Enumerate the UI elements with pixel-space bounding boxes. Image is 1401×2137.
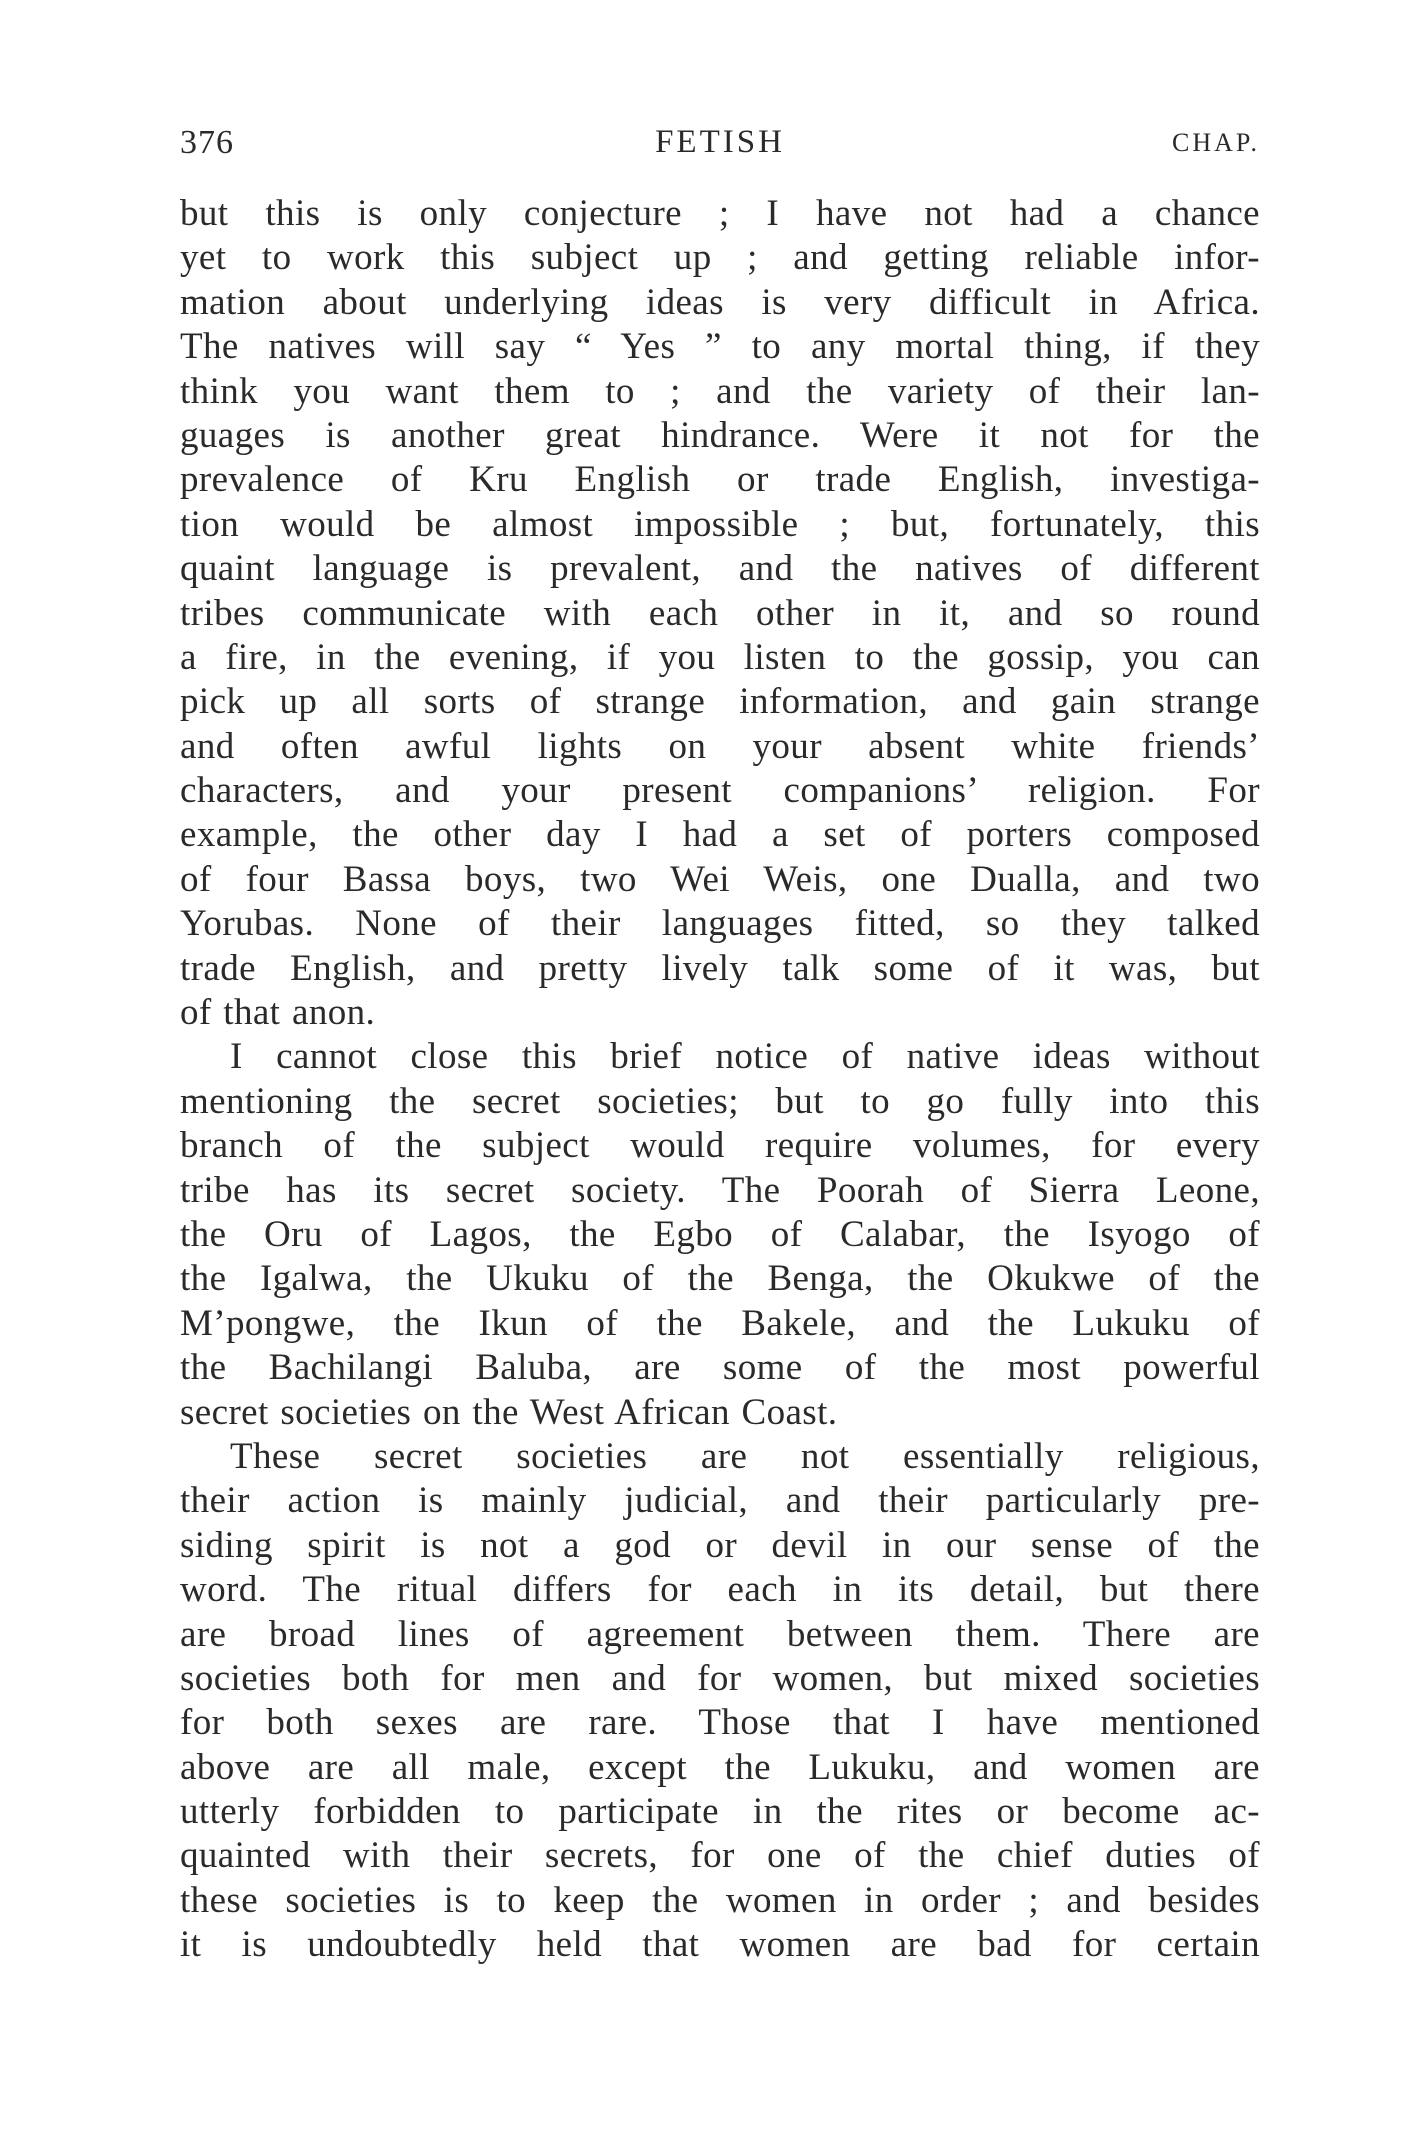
text-line: the Oru of Lagos, the Egbo of Calabar, the Isyogo of <box>180 1213 1260 1255</box>
text-line: guages is another great hindrance. Were it not for the <box>180 414 1260 456</box>
text-line: siding spirit is not a god or devil in our sense of the <box>180 1524 1260 1566</box>
text-line: but this is only conjecture ; I have not had a chance <box>180 193 1260 234</box>
text-line: quainted with their secrets, for one of the chief duties of <box>180 1835 1260 1877</box>
text-line: the Igalwa, the Ukuku of the Benga, the Okukwe of the <box>180 1258 1260 1300</box>
paragraph-start-line: These secret societies are not essentially religious, <box>230 1435 1260 1477</box>
text-line: trade English, and pretty lively talk some of it was, but <box>180 947 1260 989</box>
text-line: utterly forbidden to participate in the rites or become ac- <box>180 1791 1260 1833</box>
text-line: mentioning the secret societies; but to go fully into this <box>180 1080 1260 1122</box>
body-text <box>180 192 1260 1968</box>
text-line: word. The ritual differs for each in its detail, but there <box>180 1569 1260 1611</box>
text-line: the Bachilangi Baluba, are some of the most powerful <box>180 1347 1260 1389</box>
page-header <box>180 124 1260 174</box>
text-line: branch of the subject would require volumes, for every <box>180 1125 1260 1167</box>
text-line: these societies is to keep the women in order ; and besides <box>180 1879 1260 1921</box>
text-line: it is undoubtedly held that women are bad for certain <box>180 1924 1260 1966</box>
text-line: tribe has its secret society. The Poorah of Sierra Leone, <box>180 1169 1260 1211</box>
text-line: think you want them to ; and the variety of their lan- <box>180 370 1260 412</box>
text-line: societies both for men and for women, but mixed societies <box>180 1657 1260 1699</box>
text-line: Yorubas. None of their languages fitted, so they talked <box>180 903 1260 945</box>
text-line: for both sexes are rare. Those that I have mentioned <box>180 1702 1260 1744</box>
paragraph-start-line: I cannot close this brief notice of native ideas without <box>230 1036 1260 1078</box>
text-line: characters, and your present companions’ religion. For <box>180 770 1260 812</box>
text-line: above are all male, except the Lukuku, and women are <box>180 1746 1260 1788</box>
text-line: pick up all sorts of strange information, and gain strange <box>180 681 1260 723</box>
text-line: yet to work this subject up ; and getting reliable infor- <box>180 237 1260 279</box>
paragraph-end-line: of that anon. <box>180 992 376 1034</box>
text-line: prevalence of Kru English or trade English, investiga- <box>180 459 1260 501</box>
text-line: quaint language is prevalent, and the natives of different <box>180 548 1260 590</box>
paragraph-end-line: secret societies on the West African Coast. <box>180 1391 838 1433</box>
text-line: and often awful lights on your absent white friends’ <box>180 725 1260 767</box>
text-line: their action is mainly judicial, and their particularly pre- <box>180 1480 1260 1522</box>
chapter-marker: CHAP. <box>1172 128 1260 157</box>
running-title: FETISH <box>655 124 785 160</box>
text-line: a fire, in the evening, if you listen to the gossip, you can <box>180 636 1260 678</box>
text-line: example, the other day I had a set of porters composed <box>180 814 1260 856</box>
text-line: M’pongwe, the Ikun of the Bakele, and the Lukuku of <box>180 1302 1260 1344</box>
text-line: of four Bassa boys, two Wei Weis, one Dualla, and two <box>180 858 1260 900</box>
text-line: The natives will say “ Yes ” to any mortal thing, if they <box>180 326 1260 368</box>
text-line: mation about underlying ideas is very difficult in Africa. <box>180 281 1260 323</box>
text-line: tion would be almost impossible ; but, fortunately, this <box>180 503 1260 545</box>
text-line: are broad lines of agreement between them. There are <box>180 1613 1260 1655</box>
page-number: 376 <box>180 124 234 161</box>
text-line: tribes communicate with each other in it, and so round <box>180 592 1260 634</box>
